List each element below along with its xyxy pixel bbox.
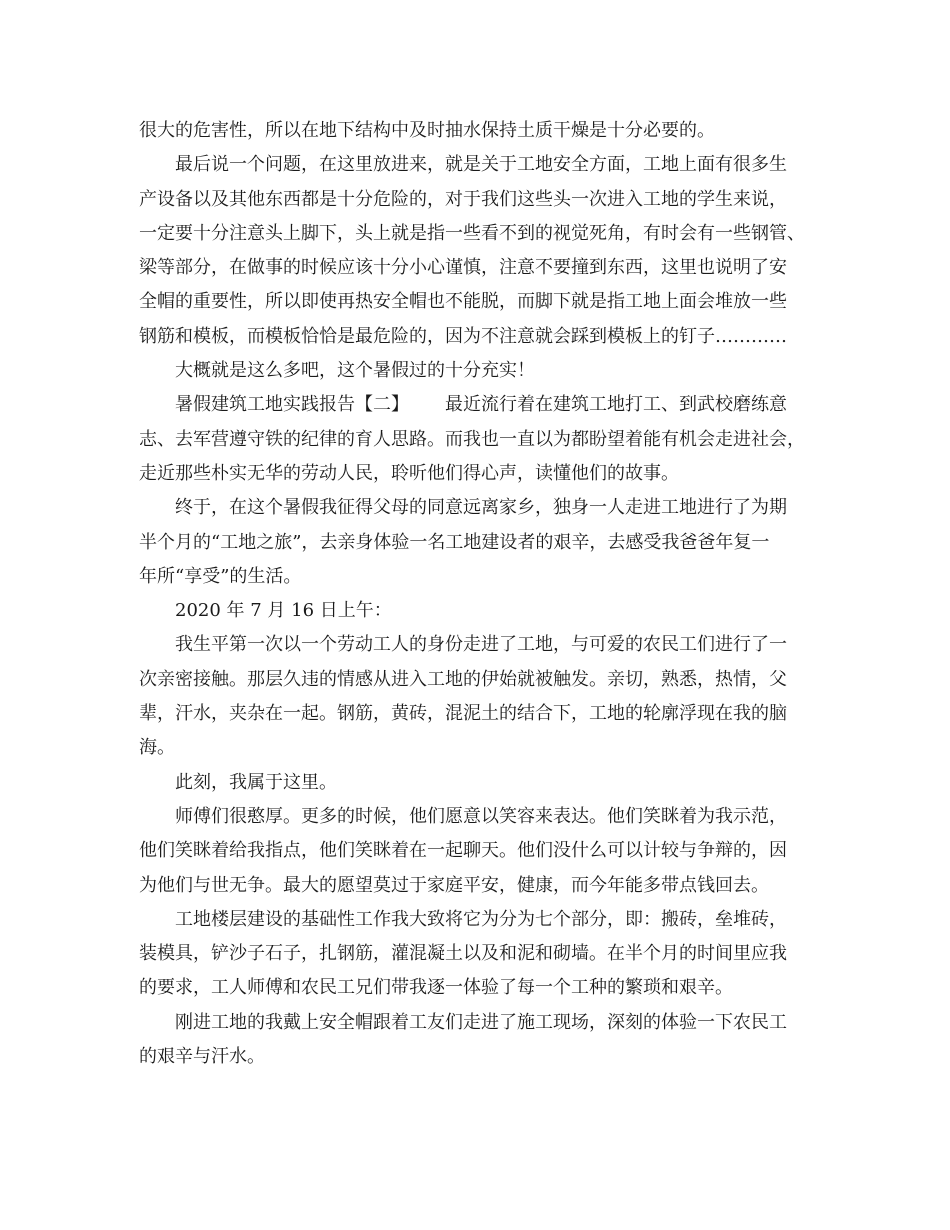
section-heading: 暑假建筑工地实践报告【二】 xyxy=(175,394,409,416)
text-line: 走近那些朴实无华的劳动人民，聆听他们得心声，读懂他们的故事。 xyxy=(139,462,679,484)
date-line: 2020 年 7 月 16 日上午： xyxy=(175,600,392,622)
section-heading-line xyxy=(139,388,819,422)
text-line: 很大的危害性，所以在地下结构中及时抽水保持土质干燥是十分必要的。 xyxy=(139,120,715,141)
text-line: 钢筋和模板，而模板恰恰是最危险的，因为不注意就会踩到模板上的钉子………… xyxy=(139,325,787,347)
text-line: 产设备以及其他东西都是十分危险的，对于我们这些头一次进入工地的学生来说， xyxy=(139,188,787,210)
text-line: 工地楼层建设的基础性工作我大致将它为分为七个部分，即：搬砖，垒堆砖， xyxy=(175,908,787,930)
text-line: 最后说一个问题，在这里放进来，就是关于工地安全方面，工地上面有很多生 xyxy=(175,154,787,176)
text-line: 梁等部分，在做事的时候应该十分小心谨慎，注意不要撞到东西，这里也说明了安 xyxy=(139,257,787,279)
text-line: 一定要十分注意头上脚下，头上就是指一些看不到的视觉死角，有时会有一些钢管、 xyxy=(139,222,805,244)
text-line: 志、去军营遵守铁的纪律的育人思路。而我也一直以为都盼望着能有机会走进社会， xyxy=(139,428,805,450)
text-line: 师傅们很憨厚。更多的时候，他们愿意以笑容来表达。他们笑眯着为我示范， xyxy=(175,805,787,827)
text-line: 终于，在这个暑假我征得父母的同意远离家乡，独身一人走进工地进行了为期 xyxy=(175,497,787,519)
text-line: 辈，汗水，夹杂在一起。钢筋，黄砖，混泥土的结合下，工地的轮廓浮现在我的脑 xyxy=(139,703,787,725)
text-line: 半个月的“工地之旅”，去亲身体验一名工地建设者的艰辛，去感受我爸爸年复一 xyxy=(139,531,770,553)
text-line: 他们笑眯着给我指点，他们笑眯着在一起聊天。他们没什么可以计较与争辩的，因 xyxy=(139,840,787,862)
text-line: 大概就是这么多吧，这个暑假过的十分充实！ xyxy=(175,360,535,382)
text-line: 此刻，我属于这里。 xyxy=(175,771,337,793)
text-line: 为他们与世无争。最大的愿望莫过于家庭平安，健康，而今年能多带点钱回去。 xyxy=(139,874,769,896)
text-line-continuation: 最近流行着在建筑工地打工、到武校磨练意 xyxy=(445,394,787,416)
text-line: 海。 xyxy=(139,737,175,759)
text-line: 全帽的重要性，所以即使再热安全帽也不能脱，而脚下就是指工地上面会堆放一些 xyxy=(139,291,787,313)
text-line: 的艰辛与汗水。 xyxy=(139,1046,265,1068)
text-line: 次亲密接触。那层久违的情感从进入工地的伊始就被触发。亲切，熟悉，热情，父 xyxy=(139,668,787,690)
text-line: 的要求，工人师傅和农民工兄们带我逐一体验了每一个工种的繁琐和艰辛。 xyxy=(139,977,733,999)
document-body xyxy=(139,114,819,1074)
text-line: 装模具，铲沙子石子，扎钢筋，灌混凝土以及和泥和砌墙。在半个月的时间里应我 xyxy=(139,943,787,965)
text-line: 年所“享受”的生活。 xyxy=(139,565,302,587)
text-line: 刚进工地的我戴上安全帽跟着工友们走进了施工现场，深刻的体验一下农民工 xyxy=(175,1011,787,1033)
text-line: 我生平第一次以一个劳动工人的身份走进了工地，与可爱的农民工们进行了一 xyxy=(175,634,787,656)
